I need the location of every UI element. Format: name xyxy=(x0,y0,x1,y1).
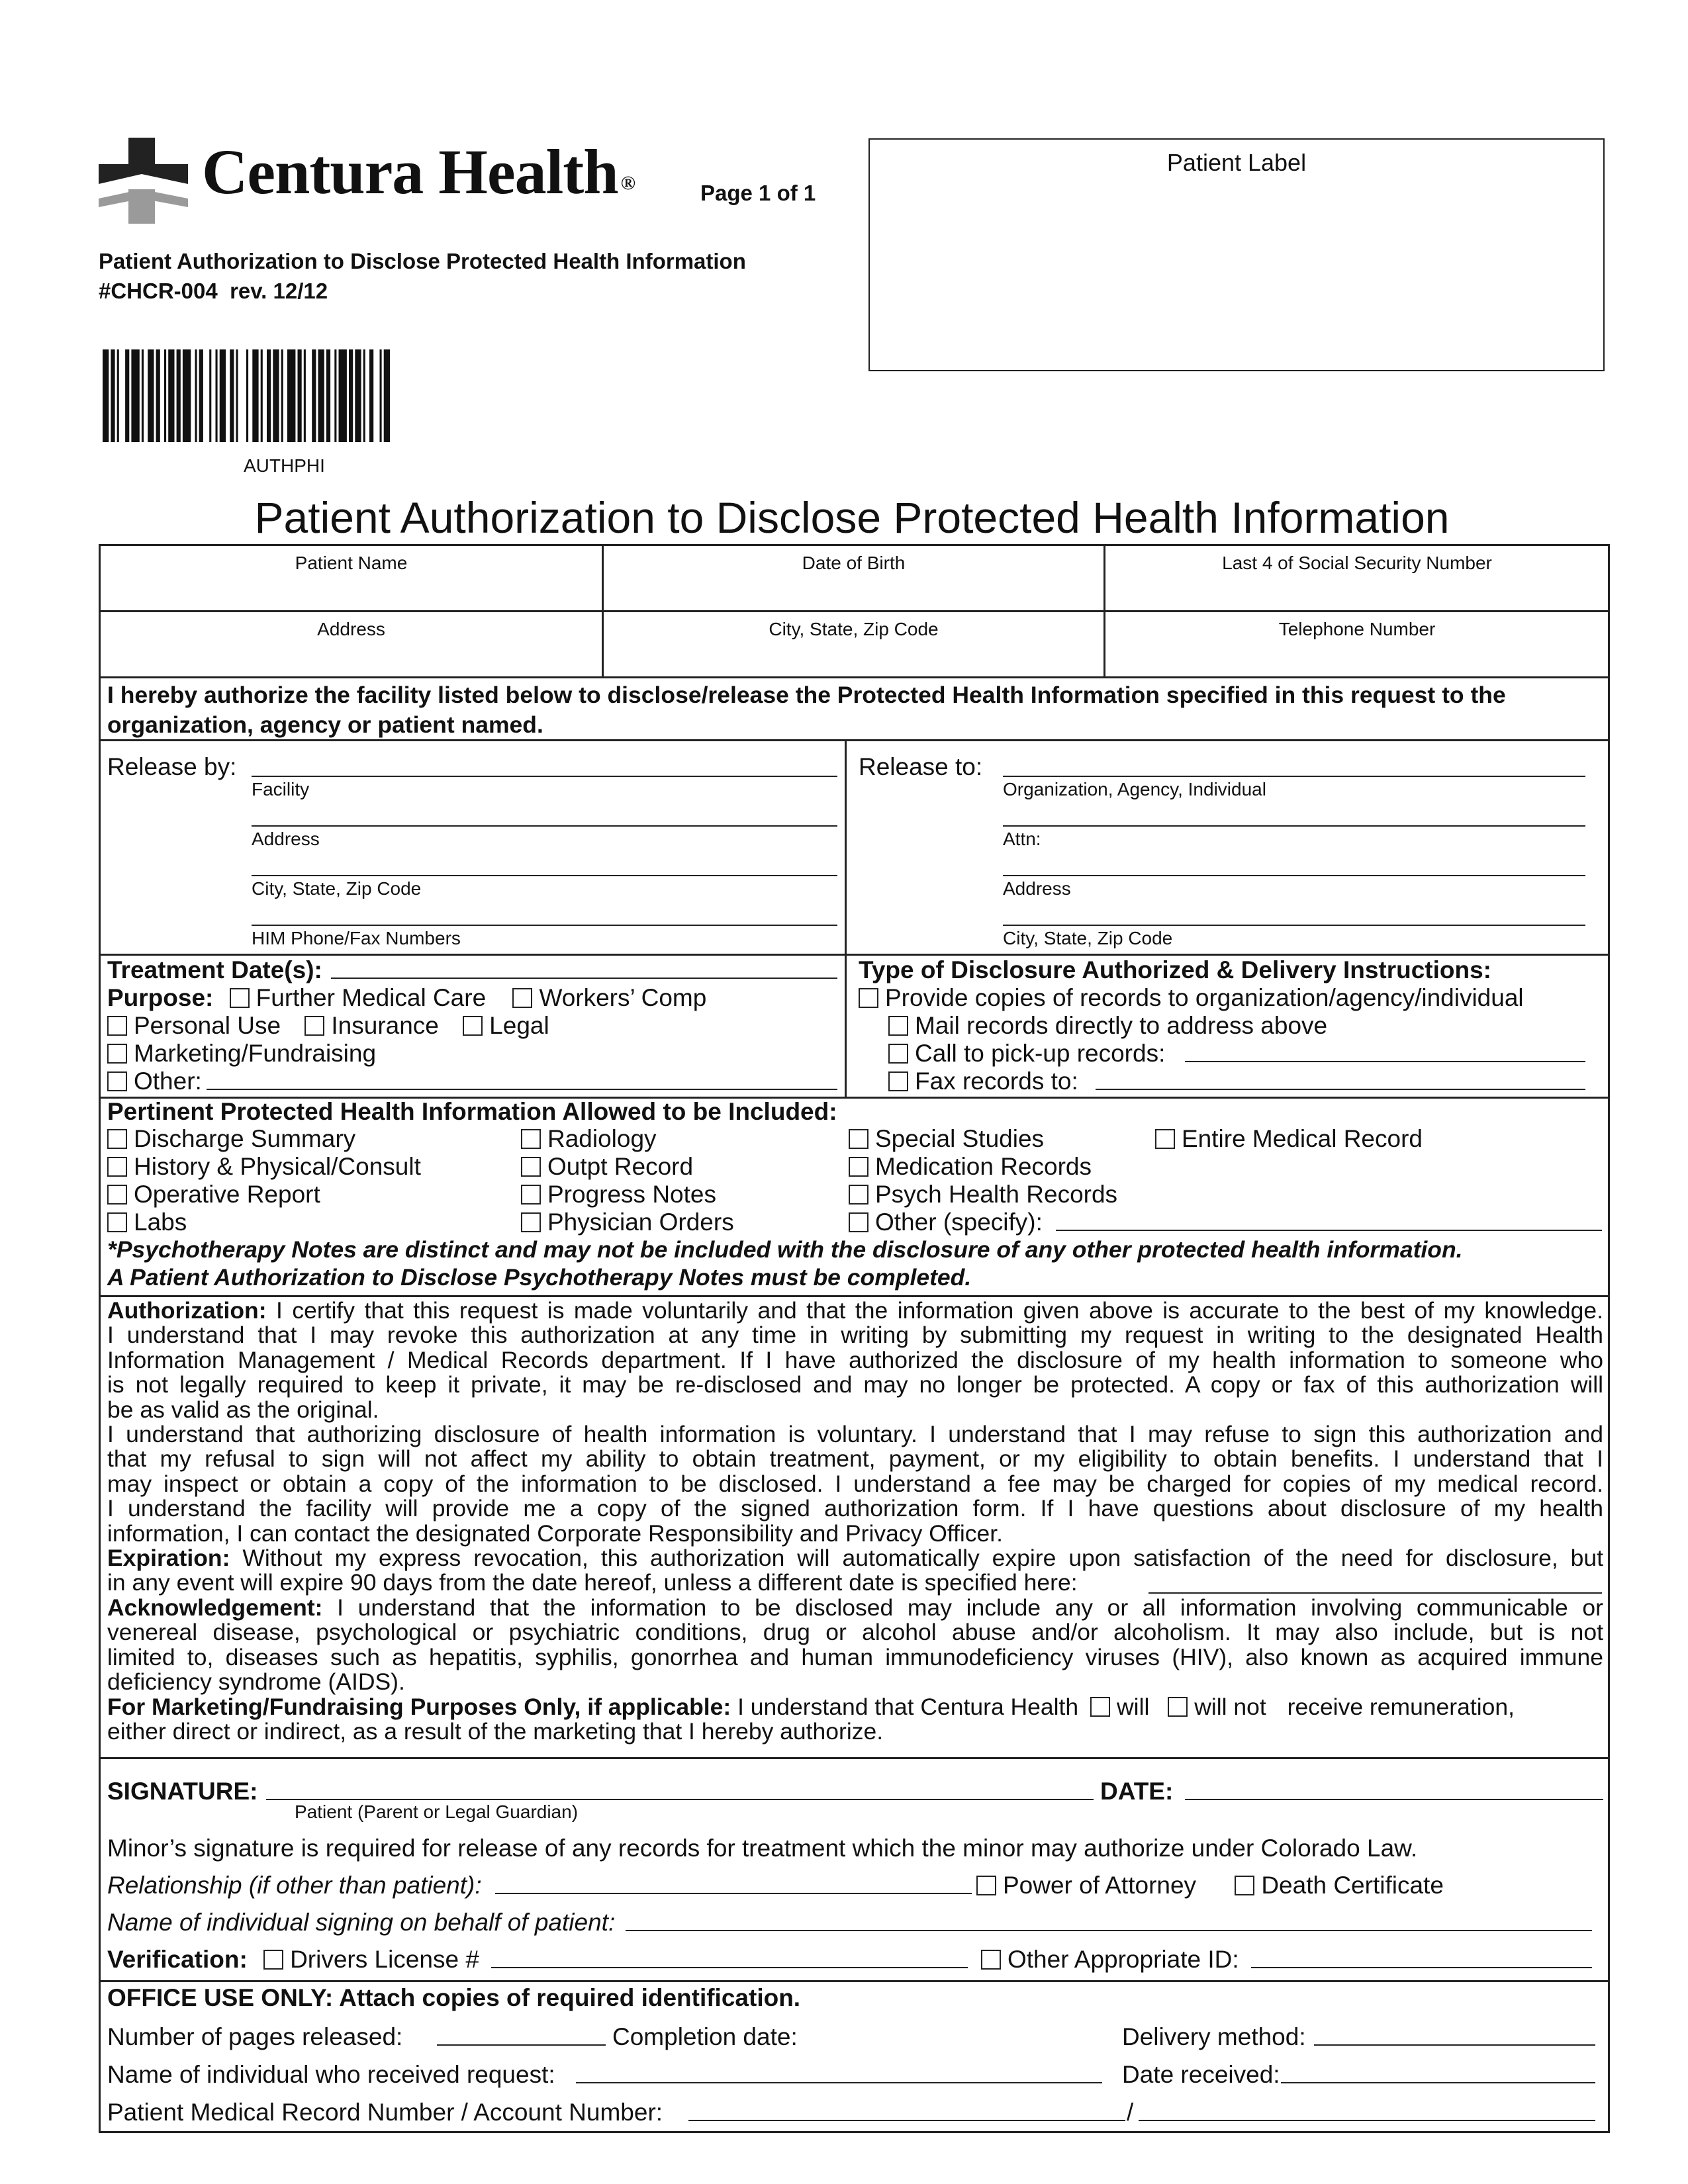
insurance-checkbox[interactable] xyxy=(305,1016,324,1036)
barcode-bar xyxy=(117,349,119,442)
page-indicator: Page 1 of 1 xyxy=(700,181,816,205)
date-line[interactable] xyxy=(1185,1799,1603,1800)
personal-use-checkbox[interactable] xyxy=(107,1016,127,1036)
brand-text: Centura Health xyxy=(202,136,618,207)
phi-label: Outpt Record xyxy=(547,1153,694,1180)
release-by-facility-line[interactable] xyxy=(252,776,837,777)
phi-item xyxy=(107,1181,320,1208)
divider xyxy=(99,610,1610,612)
barcode-bar xyxy=(131,349,139,442)
marketing-line-2: either direct or indirect, as a result of the marketing that I hereby authorize. xyxy=(107,1717,884,1745)
phi-heading: Pertinent Protected Health Information Allowed to be Included: xyxy=(107,1098,837,1125)
divider xyxy=(99,1757,1610,1759)
purpose-row-1 xyxy=(107,984,706,1012)
barcode-bar xyxy=(195,349,197,442)
phi-checkbox[interactable] xyxy=(849,1157,868,1177)
phi-label: Labs xyxy=(134,1208,187,1236)
phi-item xyxy=(1155,1125,1423,1153)
other-id-row xyxy=(981,1946,1239,1974)
barcode-bar xyxy=(148,349,154,442)
poa-row xyxy=(976,1872,1444,1899)
received-by-label: Name of individual who received request: xyxy=(107,2061,555,2088)
barcode-image xyxy=(103,349,460,442)
legal-checkbox[interactable] xyxy=(463,1016,483,1036)
form-title-small: Patient Authorization to Disclose Protected Health Information xyxy=(99,249,746,273)
other-id-label: Other Appropriate ID: xyxy=(1008,1946,1239,1973)
personal-use-label: Personal Use xyxy=(134,1012,281,1039)
release-to-label: Release to: xyxy=(859,753,983,780)
logo xyxy=(99,138,191,224)
ack-line: venereal disease, psychological or psychiatric conditions, drug or alcohol abuse and/or alcoholism. It may also include, but is not xyxy=(107,1619,1603,1646)
auth-line: be as valid as the original. xyxy=(107,1396,379,1423)
barcode-bar xyxy=(326,349,330,442)
divider xyxy=(99,739,1610,741)
marketing-purpose-label: For Marketing/Fundraising Purposes Only, if applicable: xyxy=(107,1693,731,1720)
facility-caption: Facility xyxy=(252,779,310,799)
signature-label: SIGNATURE: xyxy=(107,1778,258,1805)
phi-item xyxy=(107,1125,355,1153)
barcode-bar xyxy=(312,349,316,442)
phi-item xyxy=(107,1208,187,1236)
attn-caption: Attn: xyxy=(1003,829,1041,849)
phi-label: Progress Notes xyxy=(547,1181,716,1208)
mrn-line[interactable] xyxy=(688,2120,1125,2121)
exp-line xyxy=(107,1546,1603,1570)
form-number: #CHCR-004 rev. 12/12 xyxy=(99,279,328,303)
phi-checkbox[interactable] xyxy=(849,1129,868,1149)
auth-line: information, I can contact the designated Corporate Responsibility and Privacy Officer. xyxy=(107,1520,1004,1547)
barcode-bar xyxy=(164,349,166,442)
expiration-date-line[interactable] xyxy=(1149,1592,1602,1594)
auth-line: that my refusal to sign will not affect my ability to obtain treatment, payment, or my eligibility to obtain benefits. I understand that I xyxy=(107,1445,1603,1473)
other-purpose-checkbox[interactable] xyxy=(107,1071,127,1091)
insurance-label: Insurance xyxy=(331,1012,439,1039)
received-by-line[interactable] xyxy=(576,2082,1102,2083)
barcode-bar xyxy=(304,349,306,442)
phi-checkbox[interactable] xyxy=(107,1185,127,1205)
cross-logo-icon xyxy=(99,138,191,224)
phi-checkbox[interactable] xyxy=(521,1212,541,1232)
verification-label: Verification: xyxy=(107,1946,248,1973)
other-purpose-label: Other: xyxy=(134,1068,202,1095)
barcode-bar xyxy=(318,349,324,442)
treatment-dates-line[interactable] xyxy=(331,978,837,979)
phi-label: Psych Health Records xyxy=(875,1181,1118,1208)
phi-item xyxy=(849,1181,1117,1208)
fax-row xyxy=(888,1068,1078,1095)
barcode-bar xyxy=(339,349,347,442)
fax-line[interactable] xyxy=(1096,1089,1585,1090)
fax-checkbox[interactable] xyxy=(888,1071,908,1091)
ack-line: limited to, diseases such as hepatitis, syphilis, gonorrhea and human immunodeficiency viruses (HIV), also known as acquired immune xyxy=(107,1643,1603,1670)
poa-checkbox[interactable] xyxy=(976,1876,996,1895)
auth-line xyxy=(107,1298,1603,1323)
barcode-bar xyxy=(183,349,191,442)
remuneration-text: receive remuneration, xyxy=(1287,1693,1515,1720)
page-title: Patient Authorization to Disclose Protected Health Information xyxy=(254,493,1450,542)
provide-copies-row xyxy=(859,984,1524,1012)
phi-checkbox[interactable] xyxy=(849,1185,868,1205)
further-care-checkbox[interactable] xyxy=(230,988,250,1008)
barcode-bar xyxy=(369,349,373,442)
mrn-slash: / xyxy=(1127,2099,1134,2126)
disclosure-heading: Type of Disclosure Authorized & Delivery Instructions: xyxy=(859,956,1492,983)
purpose-row-3 xyxy=(107,1040,376,1068)
mail-label: Mail records directly to address above xyxy=(915,1012,1328,1039)
psychotherapy-note-2: A Patient Authorization to Disclose Psychotherapy Notes must be completed. xyxy=(107,1264,972,1291)
release-to-org-line[interactable] xyxy=(1003,776,1585,777)
other-id-checkbox[interactable] xyxy=(981,1950,1001,1970)
phi-checkbox[interactable] xyxy=(107,1129,127,1149)
completion-date-label: Completion date: xyxy=(612,2023,798,2050)
barcode-bar xyxy=(142,349,144,442)
divider xyxy=(99,1980,1610,1982)
exp-text: Without my express revocation, this authorization will automatically expire upon satisfaction of the need for disclosure, but xyxy=(230,1545,1603,1572)
auth-text: I certify that this request is made voluntarily and that the information given above is accurate to the best of my knowledge. xyxy=(266,1297,1603,1324)
barcode-bar xyxy=(216,349,218,442)
further-care-label: Further Medical Care xyxy=(256,984,487,1011)
marketing-checkbox[interactable] xyxy=(107,1044,127,1064)
will-label: will xyxy=(1117,1693,1150,1720)
barcode-bar xyxy=(125,349,129,442)
name-behalf-label: Name of individual signing on behalf of patient: xyxy=(107,1909,616,1936)
workers-comp-checkbox[interactable] xyxy=(512,988,532,1008)
workers-comp-label: Workers’ Comp xyxy=(539,984,707,1011)
will-not-checkbox[interactable] xyxy=(1168,1697,1188,1717)
barcode-bar xyxy=(236,349,238,442)
mrn-label: Patient Medical Record Number / Account Number: xyxy=(107,2099,663,2126)
authorization-label: Authorization: xyxy=(107,1297,267,1324)
phi-label: Discharge Summary xyxy=(134,1125,356,1152)
dob-field[interactable]: Date of Birth xyxy=(802,553,906,573)
account-number-line[interactable] xyxy=(1139,2120,1595,2121)
ack-text: I understand that the information to be disclosed may include any or all information involving communicable or xyxy=(322,1594,1603,1621)
poa-label: Power of Attorney xyxy=(1003,1872,1197,1899)
phi-checkbox[interactable] xyxy=(521,1185,541,1205)
phi-item xyxy=(849,1125,1044,1153)
mail-row xyxy=(888,1012,1327,1040)
phi-checkbox[interactable] xyxy=(849,1212,868,1232)
barcode-bar xyxy=(156,349,160,442)
expiration-label: Expiration: xyxy=(107,1545,230,1572)
release-to-city-line[interactable] xyxy=(1003,925,1585,926)
will-not-label: will not xyxy=(1194,1693,1266,1720)
purpose-row-4 xyxy=(107,1068,202,1095)
phi-item xyxy=(521,1125,657,1153)
legal-label: Legal xyxy=(489,1012,549,1039)
barcode-bar xyxy=(199,349,203,442)
barcode-bar xyxy=(384,349,390,442)
barcode-bar xyxy=(281,349,283,442)
divider xyxy=(99,676,1610,678)
call-label: Call to pick-up records: xyxy=(915,1040,1166,1067)
exp-text-2: in any event will expire 90 days from the date hereof, unless a different date is specified here: xyxy=(107,1569,1078,1596)
address-caption: Address xyxy=(1003,878,1071,899)
barcode-bar xyxy=(111,349,115,442)
barcode-bar xyxy=(209,349,211,442)
phi-label: Other (specify): xyxy=(875,1208,1043,1236)
release-to-address-line[interactable] xyxy=(1003,875,1585,876)
phi-item xyxy=(521,1181,716,1208)
phi-label: Entire Medical Record xyxy=(1182,1125,1423,1152)
phi-label: Radiology xyxy=(547,1125,657,1152)
phi-label: Operative Report xyxy=(134,1181,320,1208)
release-by-phone-line[interactable] xyxy=(252,925,837,926)
drivers-license-label: Drivers License # xyxy=(290,1946,479,1973)
barcode-bar xyxy=(177,349,181,442)
will-checkbox[interactable] xyxy=(1090,1697,1110,1717)
patient-label-text: Patient Label xyxy=(1166,149,1307,176)
call-line[interactable] xyxy=(1185,1061,1585,1062)
barcode-bar xyxy=(230,349,234,442)
patient-name-field[interactable]: Patient Name xyxy=(295,553,408,573)
auth-line: is not legally required to keep it private, it may be re-disclosed and may no longer be protected. A copy or fax of this authorization will xyxy=(107,1371,1603,1398)
phi-checkbox[interactable] xyxy=(107,1212,127,1232)
city-caption: City, State, Zip Code xyxy=(1003,928,1173,948)
signature-line[interactable] xyxy=(266,1799,1094,1800)
release-by-label: Release by: xyxy=(107,753,237,780)
provide-copies-checkbox[interactable] xyxy=(859,988,878,1008)
drivers-license-line[interactable] xyxy=(491,1967,968,1968)
psychotherapy-note-1: *Psychotherapy Notes are distinct and may not be included with the disclosure of any other protected health information. xyxy=(107,1236,1463,1263)
phone-field[interactable]: Telephone Number xyxy=(1278,619,1436,639)
provide-copies-label: Provide copies of records to organization/agency/individual xyxy=(885,984,1524,1011)
brand-name xyxy=(202,136,635,220)
phi-checkbox[interactable] xyxy=(1155,1129,1175,1149)
auth-line: Information Management / Medical Records department. If I have authorized the disclosure of my health information to someone who xyxy=(107,1346,1603,1373)
other-id-line[interactable] xyxy=(1251,1967,1592,1968)
release-to-attn-line[interactable] xyxy=(1003,825,1585,827)
auth-line: I understand that I may revoke this authorization at any time in writing by submitting my request in writing to the designated Health xyxy=(107,1322,1603,1349)
barcode-bar xyxy=(252,349,258,442)
phi-checkbox[interactable] xyxy=(107,1157,127,1177)
name-behalf-line[interactable] xyxy=(626,1930,1592,1931)
death-cert-label: Death Certificate xyxy=(1261,1872,1444,1899)
barcode-bar xyxy=(363,349,365,442)
treatment-dates-text: Treatment Date(s): xyxy=(107,956,322,983)
marketing-label: Marketing/Fundraising xyxy=(134,1040,377,1067)
marketing-text: I understand that Centura Health xyxy=(731,1693,1079,1720)
call-row xyxy=(888,1040,1165,1068)
phi-label: Physician Orders xyxy=(547,1208,734,1236)
drivers-license-checkbox[interactable] xyxy=(263,1950,283,1970)
barcode-bar xyxy=(103,349,109,442)
barcode-bar xyxy=(220,349,226,442)
barcode-text: AUTHPHI xyxy=(244,455,325,476)
relationship-label: Relationship (if other than patient): xyxy=(107,1872,482,1899)
call-checkbox[interactable] xyxy=(888,1044,908,1064)
patient-label-box xyxy=(868,138,1605,371)
phi-checkbox[interactable] xyxy=(521,1129,541,1149)
barcode-bar xyxy=(298,349,302,442)
barcode-bar xyxy=(246,349,248,442)
phi-item xyxy=(521,1153,693,1181)
delivery-method-label: Delivery method: xyxy=(1122,2023,1306,2050)
phi-item xyxy=(107,1153,421,1181)
barcode-bar xyxy=(355,349,361,442)
date-received-label: Date received: xyxy=(1122,2061,1280,2088)
date-label: DATE: xyxy=(1100,1778,1174,1805)
barcode-bar xyxy=(334,349,336,442)
address-field[interactable]: Address xyxy=(317,619,385,639)
relationship-line[interactable] xyxy=(495,1893,972,1894)
treatment-dates-label xyxy=(107,956,322,984)
pages-released-label: Number of pages released: xyxy=(107,2023,403,2050)
barcode-bar xyxy=(261,349,263,442)
office-heading: OFFICE USE ONLY: Attach copies of required identification. xyxy=(107,1984,801,2011)
divider xyxy=(99,954,1610,956)
release-by-address-line[interactable] xyxy=(252,825,837,827)
signature-caption: Patient (Parent or Legal Guardian) xyxy=(295,1801,579,1822)
phi-checkbox[interactable] xyxy=(521,1157,541,1177)
phi-item xyxy=(849,1208,1043,1236)
phi-other-line[interactable] xyxy=(1056,1230,1602,1231)
auth-line: I understand the facility will provide me a copy of the signed authorization form. If I have questions about disclosure of my health xyxy=(107,1495,1603,1522)
org-caption: Organization, Agency, Individual xyxy=(1003,779,1266,799)
barcode-bar xyxy=(287,349,295,442)
phi-item xyxy=(521,1208,734,1236)
marketing-line xyxy=(107,1695,1603,1719)
authorization-text xyxy=(107,1298,1603,1744)
barcode-bar xyxy=(380,349,382,442)
date-received-line[interactable] xyxy=(1281,2082,1595,2083)
mail-checkbox[interactable] xyxy=(888,1016,908,1036)
barcode-bar xyxy=(273,349,279,442)
auth-line: may inspect or obtain a copy of the information to be disclosed. I understand a fee may be charged for copies of my medical record. xyxy=(107,1470,1603,1497)
purpose-row-2 xyxy=(107,1012,549,1040)
city-caption: City, State, Zip Code xyxy=(252,878,422,899)
barcode xyxy=(103,349,460,442)
registered-mark: ® xyxy=(620,172,635,194)
phi-label: Medication Records xyxy=(875,1153,1092,1180)
purpose-label: Purpose: xyxy=(107,984,214,1011)
release-by-city-line[interactable] xyxy=(252,875,837,876)
ack-line xyxy=(107,1596,1603,1620)
delivery-method-line[interactable] xyxy=(1314,2044,1595,2046)
phi-label: Special Studies xyxy=(875,1125,1045,1152)
verification-row xyxy=(107,1946,479,1974)
auth-line: I understand that authorizing disclosure of health information is voluntary. I understand that I may refuse to sign this authorization and xyxy=(107,1421,1603,1448)
fax-label: Fax records to: xyxy=(915,1068,1078,1095)
ssn-field[interactable]: Last 4 of Social Security Number xyxy=(1222,553,1492,573)
authorize-statement: I hereby authorize the facility listed below to disclose/release the Protected Health Information specified in this request to the organization, agency or patient named. xyxy=(107,682,1506,738)
phi-label: History & Physical/Consult xyxy=(134,1153,421,1180)
death-cert-checkbox[interactable] xyxy=(1235,1876,1254,1895)
barcode-bar xyxy=(168,349,174,442)
barcode-bar xyxy=(267,349,271,442)
acknowledgement-label: Acknowledgement: xyxy=(107,1594,323,1621)
ack-line: deficiency syndrome (AIDS). xyxy=(107,1668,405,1696)
barcode-bar xyxy=(349,349,353,442)
phone-caption: HIM Phone/Fax Numbers xyxy=(252,928,461,948)
phi-item xyxy=(849,1153,1092,1181)
city-field[interactable]: City, State, Zip Code xyxy=(769,619,939,639)
pages-released-line[interactable] xyxy=(437,2044,606,2046)
other-purpose-line[interactable] xyxy=(207,1089,837,1090)
address-caption: Address xyxy=(252,829,320,849)
minor-note: Minor’s signature is required for release of any records for treatment which the minor may authorize under Colorado Law. xyxy=(107,1835,1418,1862)
divider xyxy=(845,739,847,1097)
